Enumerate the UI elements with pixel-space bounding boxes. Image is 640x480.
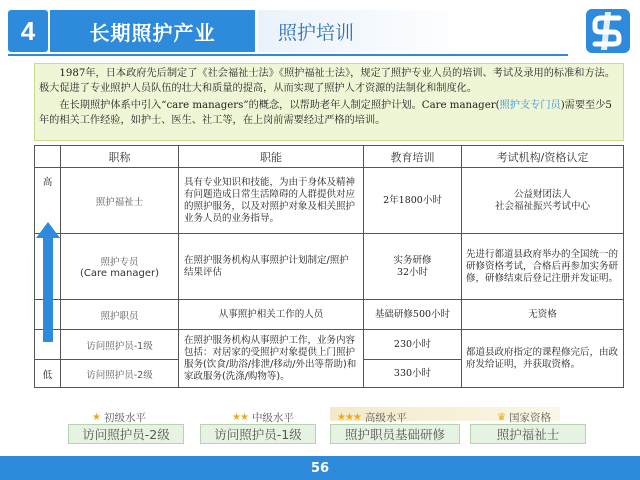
intro-paragraph-2-b: )需要至少5年的相关工作经验，如护士、医生、社工等，在上岗前需要经过严格的培训。: [39, 100, 612, 126]
row-title: [61, 234, 179, 300]
row-training: 基础研修500小时: [364, 300, 462, 330]
row-certification: 先进行都道县政府举办的全国统一的研修资格考试，合格后再参加实务研修，研修结束后登记注册并发证明。: [462, 234, 624, 300]
badge-level-2: 访问照护员-1级: [200, 424, 316, 444]
brand-logo-icon: [583, 6, 633, 56]
page-subtitle: 照护培训: [258, 10, 558, 52]
header-function: 职能: [179, 146, 364, 168]
section-number: 4: [8, 10, 48, 52]
legend-label: 国家资格: [508, 411, 551, 424]
level-header: [35, 146, 61, 168]
legend-label: 初级水平: [103, 411, 146, 424]
header-title: 职称: [61, 146, 179, 168]
row-title: 照护福祉士: [61, 168, 179, 234]
intro-paragraph-2-a: 在长期照护体系中引入“care managers”的概念，以帮助老年人制定照护计划。Care manager(: [59, 100, 500, 111]
header-divider: [8, 54, 568, 56]
table-row: [35, 234, 624, 300]
badge-level-4: 照护福祉士: [470, 424, 586, 444]
row-title: 访问照护员-1级: [61, 330, 179, 360]
star-icon: ★★: [232, 411, 248, 423]
table-header-row: [35, 146, 624, 168]
table-row: [35, 300, 624, 330]
level-low: 低: [35, 360, 61, 388]
row-title-sub: (Care manager): [79, 268, 160, 279]
level-high: 高: [35, 168, 61, 234]
row-training: 230小时: [364, 330, 462, 360]
row-title: 访问照护员-2级: [61, 360, 179, 388]
intro-paragraph-1: 1987年，日本政府先后制定了《社会福祉士法》《照护福祉士法》，规定了照护专业人员的培训、考试及录用的标准和方法。极大促进了专业照护人员队伍的壮大和质量的提高，从而实现了照护人才资源的法制化和制度化。: [39, 68, 616, 94]
row-certification: 无资格: [462, 300, 624, 330]
badge-level-3: 照护职员基础研修: [330, 424, 460, 444]
star-icon: ★: [92, 411, 100, 423]
row-function: 在照护服务机构从事照护工作，业务内容包括：对居家的受照护对象提供上门照护服务(饮食/助浴/排泄/移动/外出等帮助)和家政服务(洗涤/购物等)。: [179, 330, 364, 388]
row-function: 具有专业知识和技能，为由于身体及精神有问题造成日常生活障碍的人群提供对应的照护服务，以及对照护对象及相关照护业务人员的业务指导。: [179, 168, 364, 234]
table-row: [35, 168, 624, 234]
legend-level-4: [497, 411, 551, 423]
row-title: 照护职员: [61, 300, 179, 330]
table-row: [35, 330, 624, 360]
crown-icon: ♛: [497, 411, 505, 423]
section-title: 长期照护产业: [50, 10, 255, 52]
star-icon: ★★★: [337, 411, 361, 423]
row-certification: 都道县政府指定的课程修完后，由政府发给证明，并获取资格。: [462, 330, 624, 388]
legend-level-1: [92, 411, 146, 423]
legend-label: 中级水平: [251, 411, 294, 424]
row-function: 从事照护相关工作的人员: [179, 300, 364, 330]
legend-level-2: [232, 411, 294, 423]
legend-label: 高级水平: [364, 411, 407, 424]
badge-level-1: 访问照护员-2级: [68, 424, 184, 444]
intro-box: [34, 63, 624, 141]
legend-level-3: [337, 411, 407, 423]
header-training: 教育培训: [364, 146, 462, 168]
header-certification: 考试机构/资格认定: [462, 146, 624, 168]
row-title-main: 照护专员: [100, 257, 139, 268]
intro-paragraph-2: [35, 96, 623, 128]
page-number: 56: [310, 460, 330, 476]
qualification-table: [34, 145, 624, 388]
row-training: 2年1800小时: [364, 168, 462, 234]
row-certification: 公益财团法人 社会福祉振兴考试中心: [462, 168, 624, 234]
row-function: 在照护服务机构从事照护计划制定/照护结果评估: [179, 234, 364, 300]
footer-bar: [0, 456, 640, 480]
row-training: 实务研修 32小时: [364, 234, 462, 300]
row-training: 330小时: [364, 360, 462, 388]
level-up-arrow-icon: [35, 222, 61, 342]
intro-care-term: 照护支专门员: [499, 100, 561, 111]
